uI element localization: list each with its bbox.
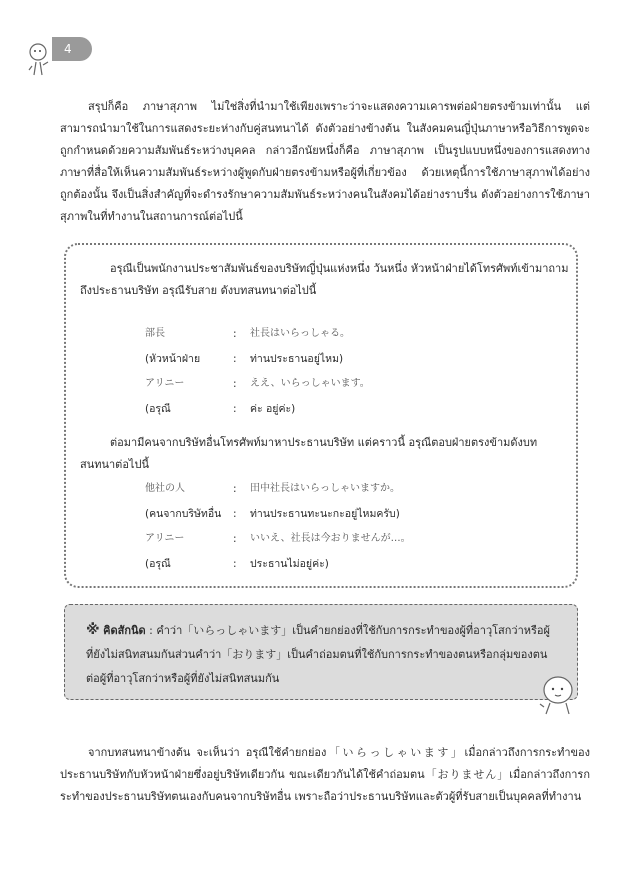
dialog-line: (คนจากบริษัทอื่น : ท่านประธานทะนะกะอยู่ไหมครับ) (145, 508, 400, 520)
dialog-line: 部長 : 社長はいらっしゃる。 (145, 328, 350, 340)
dialog-line: (อรุณี : ค่ะ อยู่ค่ะ) (145, 403, 296, 415)
scene-2-text: ต่อมามีคนจากบริษัทอื่นโทรศัพท์มาหาประธานบริษัท แต่คราวนี้ อรุณีตอบฝ่ายตรงข้ามดังบทสนทนาต่อไปนี้ (80, 436, 538, 471)
note-label: คิดสักนิด (103, 624, 146, 637)
scene-1-text: อรุณีเป็นพนักงานประชาสัมพันธ์ของบริษัทญี่ปุ่นแห่งหนึ่ง วันหนึ่ง หัวหน้าฝ่ายได้โทรศัพท์เข้ามาถามถึงประธานบริษัท อรุณีรับสาย ดังบทสนทนาต่อไปนี้ (80, 262, 569, 297)
intro-paragraph: สรุปก็คือ ภาษาสุภาพ ไม่ใช่สิ่งที่นำมาใช้เพียงเพราะว่าจะแสดงความเคารพต่อฝ่ายตรงข้ามเท่านั้น แต่สามารถนำมาใช้ในการแสดงระยะห่างกับคู่สนทนาได้ ดังตัวอย่างข้างต้น ในสังคมคนญี่ปุ่นภาษาหรือวิธีการพูดจะถูกกำหนดด้วยความสัมพันธ์ระหว่างบุคคล กล่าวอีกนัยหนึ่งก็คือ ภาษาสุภาพ เป็นรูปแบบหนึ่งของการแสดงทางภาษาที่สื่อให้เห็นความสัมพันธ์ระหว่างผู้พูดกับฝ่ายตรงข้ามหรือผู้ที่เกี่ยวข้อง ด้วยเหตุนี้การใช้ภาษาสุภาพได้อย่างถูกต้องนั้น จึงเป็นสิ่งสำคัญที่จะดำรงรักษาความสัมพันธ์ระหว่างคนในสังคมได้อย่างราบรื่น ดังตัวอย่างการใช้ภาษาสุภาพในที่ทำงานในสถานการณ์ต่อไปนี้ (60, 100, 590, 223)
dialog-line: アリニー : いいえ、社長は今おりませんが…。 (145, 533, 411, 545)
dialog-line: (อรุณี : ประธานไม่อยู่ค่ะ) (145, 558, 329, 570)
reference-mark-icon: ※ (86, 622, 100, 638)
closing-paragraph: จากบทสนทนาข้างต้น จะเห็นว่า อรุณีใช้คำยกย่อง「いらっしゃいます」เมื่อกล่าวถึงการกระทำของประธานบริษัทกับหัวหน้าฝ่ายซึ่งอยู่บริษัทเดียวกัน ขณะเดียวกันได้ใช้คำถ่อมตน「おりません」เมื่อกล่าวถึงการกระทำของประธานบริษัทตนเองกับคนจากบริษัทอื่น เพราะถือว่าประธานบริษัทและตัวผู้ที่รับสายเป็นบุคคลที่ทำงาน (60, 746, 590, 803)
note-body: : คำว่า「いらっしゃいます」เป็นคำยกย่องที่ใช้กับการกระทำของผู้ที่อาวุโสกว่าหรือผู้ที่ยังไม่สนิทสนมกันส่วนคำว่า「おります」เป็นคำถ่อมตนที่ใช้กับการกระทำของตนหรือกลุ่มของตนต่อผู้ที่อาวุโสกว่าหรือผู้ที่ยังไม่สนิทสนมกัน (86, 624, 550, 685)
dialog-line: (หัวหน้าฝ่าย : ท่านประธานอยู่ไหม) (145, 353, 344, 365)
note-text (86, 618, 556, 691)
mascot-icon (538, 674, 576, 718)
page-number: 4 (52, 37, 92, 61)
mascot-icon (26, 42, 54, 78)
dialog-line: アリニー : ええ、いらっしゃいます。 (145, 378, 370, 390)
dialog-line: 他社の人 : 田中社長はいらっしゃいますか。 (145, 483, 400, 495)
